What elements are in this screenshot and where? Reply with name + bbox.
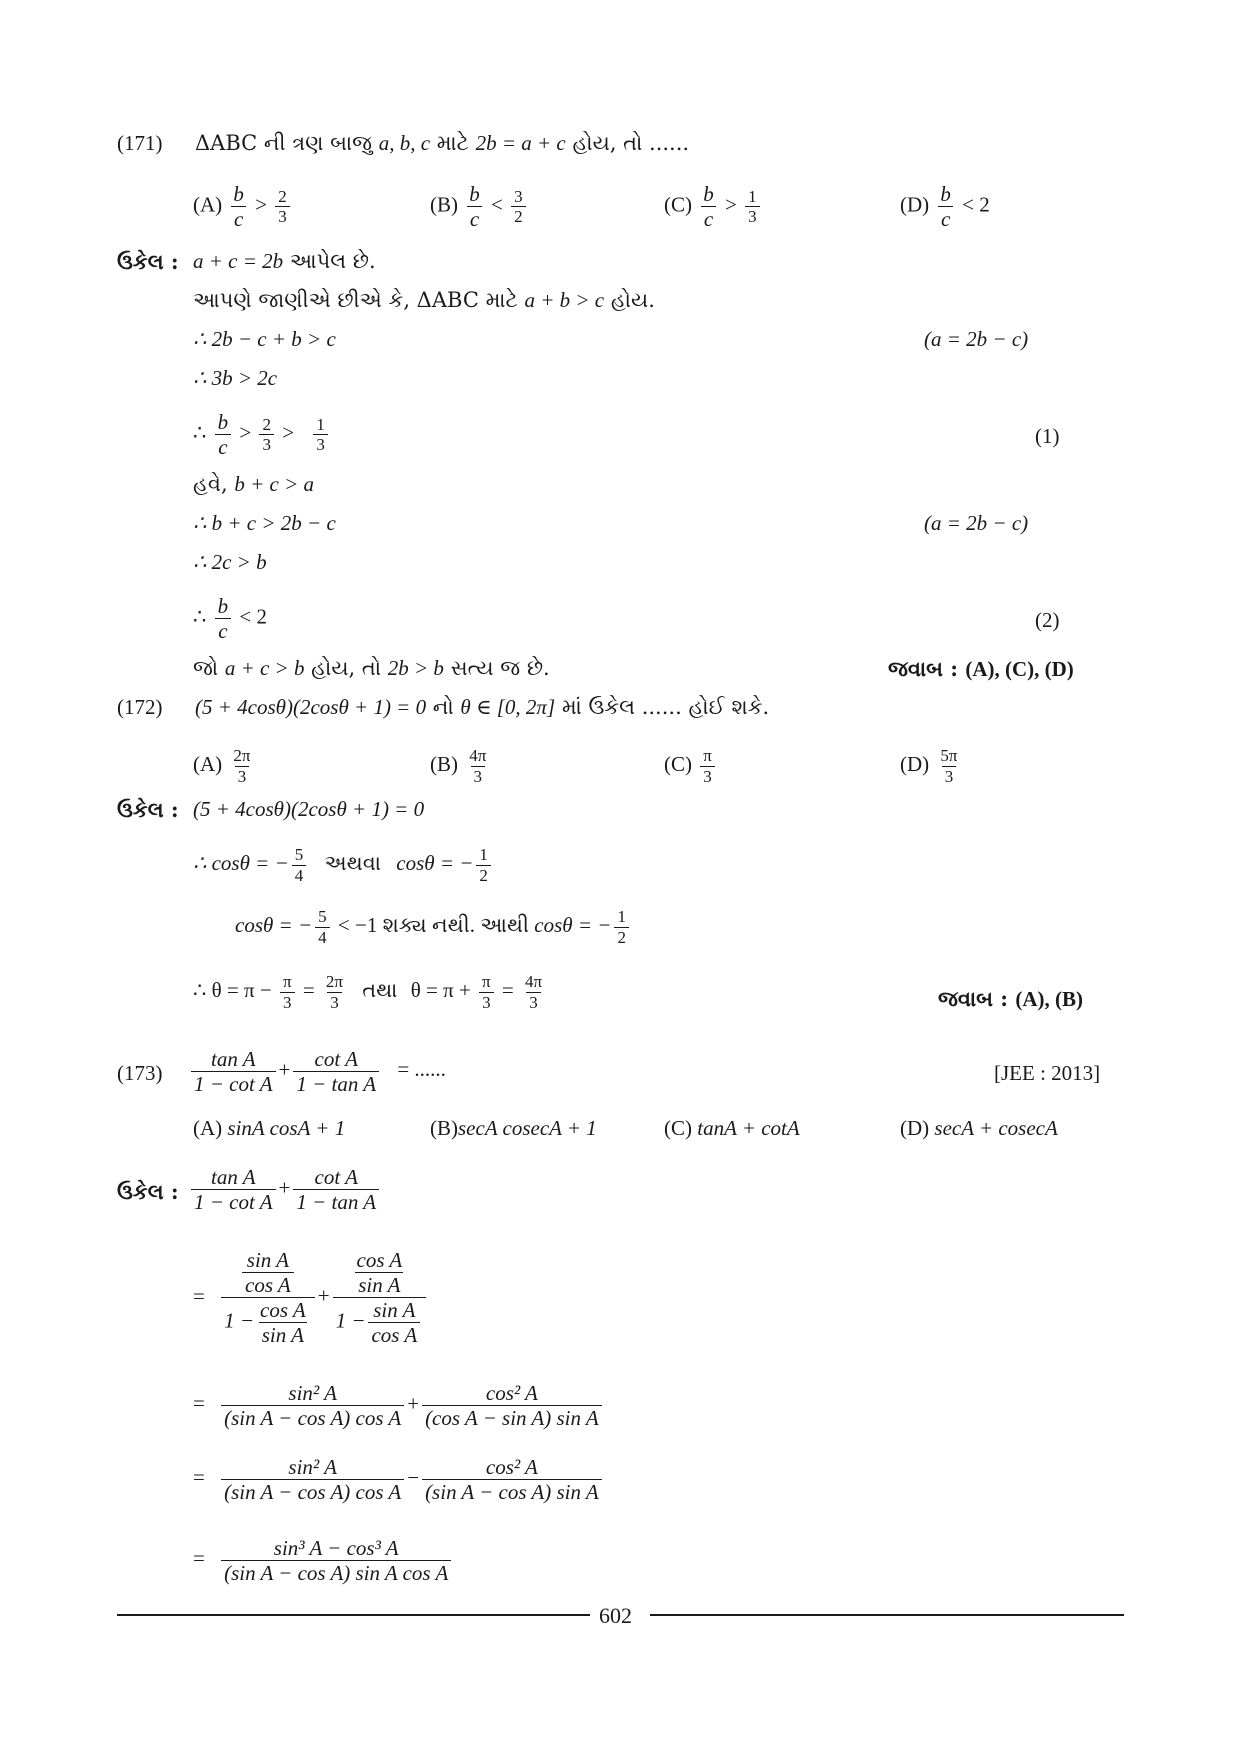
- q172-solution-label: ઉકેલ :: [117, 797, 179, 822]
- q172-option-a: (A) $\frac{2\pi}{3}$: [193, 746, 251, 786]
- q173-option-b: (B)secA cosecA + 1: [430, 1116, 597, 1140]
- q173-solution-step5: = $\frac{\text{sin³ A − cos³ A}}{\text{(sin A − cos A) sin A cos A}}$: [193, 1536, 454, 1585]
- q171-step3: ∴ $\frac{b}{c}$ > $\frac{2}{3}$ > $\frac{1}{3}$: [193, 410, 331, 459]
- q171-step4: હવે, b + c > a: [193, 472, 315, 496]
- q171-step7: ∴ $\frac{b}{c}$ < 2: [193, 594, 267, 644]
- q171-step5-note: (a = 2b − c): [924, 511, 1029, 535]
- q171-option-d: (D) $\frac{b}{c}$ < 2: [900, 182, 990, 232]
- q173-option-d: (D) secA + cosecA: [900, 1116, 1058, 1140]
- q173-solution-step4: = $\frac{\text{sin² A}}{\text{(sin A − cos A) cos A}}$ − $\frac{\text{cos² A}}{\text{(sin A − cos A) sin A}}$: [193, 1455, 605, 1504]
- q173-solution-line1: $\frac{\text{tan A}}{\text{1 − cot A}}$ + $\frac{\text{cot A}}{\text{1 − tan A}}$: [188, 1165, 382, 1214]
- q173-stem: $\frac{\text{tan A}}{\text{1 − cot A}}$ + $\frac{\text{cot A}}{\text{1 − tan A}}$ = ......: [188, 1047, 446, 1096]
- q172-number: (172): [117, 695, 163, 719]
- q171-step5: ∴ b + c > 2b − c: [193, 511, 336, 535]
- q172-stem: (5 + 4cosθ)(2cosθ + 1) = 0 નો θ ∈ [0, 2π] માં ઉકેલ ...... હોઈ શકે.: [195, 695, 770, 719]
- q171-equation-tag-2: (2): [1035, 608, 1060, 632]
- q171-step1: ∴ 2b − c + b > c: [193, 327, 336, 351]
- page-number: 602: [599, 1603, 632, 1628]
- q172-solution-line2: ∴ cosθ = − $\frac{5}{4}$ અથવા cosθ = − $\frac{1}{2}$: [193, 845, 494, 885]
- q172-option-d: (D) $\frac{5\pi}{3}$: [900, 746, 958, 786]
- q171-conclusion: જો a + c > b હોય, તો 2b > b સત્ય જ છે.: [193, 656, 550, 680]
- q171-option-c: (C) $\frac{b}{c}$ > $\frac{1}{3}$: [664, 182, 763, 231]
- q171-step2: ∴ 3b > 2c: [193, 366, 278, 390]
- q171-step1-note: (a = 2b − c): [924, 327, 1029, 351]
- q172-solution-line3: cosθ = − $\frac{5}{4}$ < −1 શક્ય નથી. આથી cosθ = − $\frac{1}{2}$: [235, 907, 632, 947]
- q171-number: (171): [117, 131, 163, 155]
- q173-source: [JEE : 2013]: [994, 1061, 1101, 1085]
- footer-rule-right: [650, 1614, 1124, 1616]
- q172-solution-line4: ∴ θ = π − $\frac{\pi}{3}$ = $\frac{2\pi}{3}$ તથા θ = π + $\frac{\pi}{3}$ = $\frac{4\pi}{3}$: [193, 972, 543, 1012]
- q171-solution-line1: a + c = 2b આપેલ છે.: [193, 249, 376, 273]
- q171-option-a: (A) $\frac{b}{c}$ > $\frac{2}{3}$: [193, 182, 293, 231]
- q173-solution-step3: = $\frac{\text{sin² A}}{\text{(sin A − cos A) cos A}}$ + $\frac{\text{cos² A}}{\text{(cos A − sin A) sin A}}$: [193, 1381, 605, 1430]
- q173-number: (173): [117, 1061, 163, 1085]
- q171-option-b: (B) $\frac{b}{c}$ < $\frac{3}{2}$: [430, 182, 529, 231]
- q173-option-c: (C) tanA + cotA: [664, 1116, 800, 1140]
- q172-answer: જવાબ : (A), (B): [938, 986, 1083, 1011]
- q171-answer: જવાબ : (A), (C), (D): [888, 656, 1074, 681]
- q171-solution-line2: આપણે જાણીએ છીએ કે, ΔABC માટે a + b > c હોય.: [193, 288, 655, 312]
- q173-solution-step2: = $\frac{\text{sin A}}{\text{cos A}}$ 1 − $\frac{\text{cos A}}{\text{sin A}}$ + $\frac{\text{cos A}}{\text{sin A}}$ 1 − $\frac{\text{sin A}}{\text{cos A}}$: [193, 1248, 429, 1348]
- q171-equation-tag-1: (1): [1035, 424, 1060, 448]
- q172-solution-line1: (5 + 4cosθ)(2cosθ + 1) = 0: [193, 797, 425, 821]
- q172-option-c: (C) $\frac{\pi}{3}$: [664, 746, 718, 786]
- q173-option-a: (A) sinA cosA + 1: [193, 1116, 346, 1140]
- footer-rule-left: [117, 1614, 590, 1616]
- q171-step6: ∴ 2c > b: [193, 550, 267, 574]
- q171-stem: ΔABC ની ત્રણ બાજુ a, b, c માટે 2b = a + c હોય, તો ......: [195, 131, 690, 155]
- q172-option-b: (B) $\frac{4\pi}{3}$: [430, 746, 487, 786]
- q171-solution-label: ઉકેલ :: [117, 249, 179, 274]
- q173-solution-label: ઉકેલ :: [117, 1179, 179, 1204]
